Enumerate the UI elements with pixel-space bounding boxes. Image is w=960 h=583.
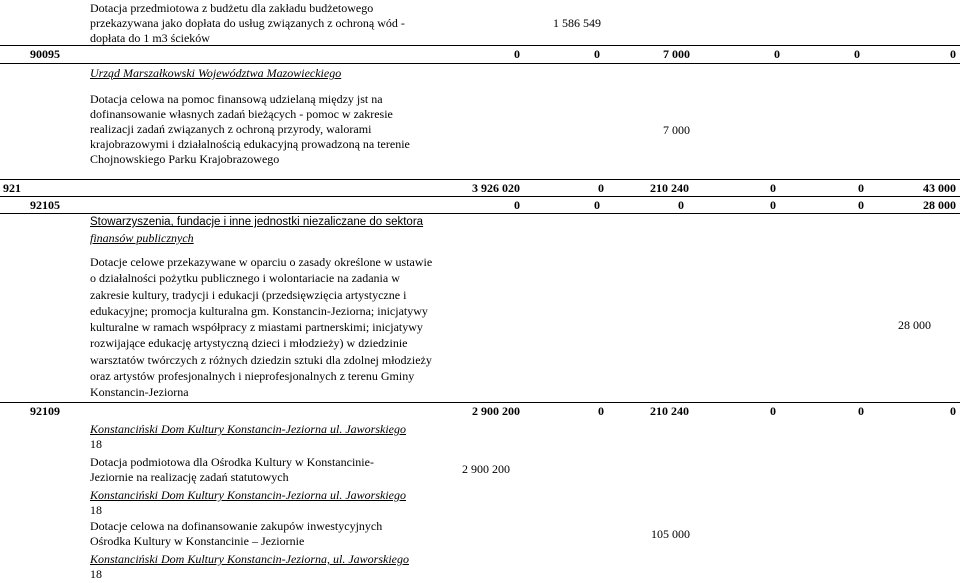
row-divider (0, 63, 960, 64)
row-divider (0, 213, 960, 214)
section-code: 92109 (30, 404, 60, 418)
subsidy-description: Dotacja celowa na pomoc finansową udzielaną między jst na dofinansowanie własnych zadań bieżących - pomoc w zakresie realizacji zadań związanych z ochroną przyrody, walorami krajobrazowymi i działalnością edukacyjną prowadzoną na terenie Chojnowskiego Parku Krajobrazowego (90, 92, 410, 166)
value-col-4: 0 (770, 404, 776, 418)
value-col-2: 0 (594, 198, 600, 212)
row-divider (0, 45, 960, 46)
value-col-1: 3 926 020 (472, 181, 520, 195)
value-col-4: 0 (770, 181, 776, 195)
value-col-4: 0 (770, 198, 776, 212)
value-col-6: 0 (950, 404, 956, 418)
value-col-5: 0 (858, 198, 864, 212)
entity-name-cont: 18 (90, 567, 102, 581)
subsidy-description: Dotacje celowe przekazywane w oparciu o zasady określone w ustawie o działalności pożytku publicznego i wolontariacie na zadania w zakresie kultury, tradycji i edukacji (przedsięwzięcia artystyczne i edukacyjne; promocja kulturalna gm. Konstancin-Jeziorna; inicjatywy kulturalne w ramach współpracy z miastami partnerskimi; inicjatywy rozwijające edukację artystyczną dzieci i młodzieży) w dziedzinie warsztatów twórczych z różnych dziedzin sztuki dla zdolnej młodzieży oraz artystów profesjonalnych i nieprofesjonalnych z terenu Gminy Konstancin-Jeziorna (90, 255, 433, 400)
value-col-6: 0 (950, 47, 956, 61)
value-col-5: 0 (858, 404, 864, 418)
value-col-6: 43 000 (923, 181, 956, 195)
value-col-6: 28 000 (923, 198, 956, 212)
row-divider (0, 402, 960, 403)
subsidy-amount: 2 900 200 (462, 462, 510, 476)
entity-name: Konstanciński Dom Kultury Konstancin-Jeziorna ul. Jaworskiego (90, 488, 406, 502)
value-col-3: 0 (678, 198, 684, 212)
value-col-2: 0 (594, 47, 600, 61)
entity-name: Konstanciński Dom Kultury Konstancin-Jeziorna, ul. Jaworskiego (90, 552, 409, 566)
subsidy-description: Dotacje celowa na dofinansowanie zakupów inwestycyjnych Ośrodka Kultury w Konstancinie – Jeziornie (90, 519, 383, 548)
value-col-1: 2 900 200 (472, 404, 520, 418)
entity-name: Urząd Marszałkowski Województwa Mazowieckiego (90, 66, 342, 80)
chapter-code: 921 (3, 181, 21, 195)
entity-name-cont: finansów publicznych (90, 231, 194, 245)
entity-name-cont: 18 (90, 437, 102, 451)
subsidy-amount: 105 000 (651, 527, 690, 541)
value-col-3: 7 000 (663, 47, 690, 61)
value-col-2: 0 (598, 181, 604, 195)
value-col-5: 0 (858, 181, 864, 195)
section-code: 92105 (30, 198, 60, 212)
subsidy-amount: 28 000 (898, 318, 931, 332)
subsidy-amount: 1 586 549 (553, 16, 601, 30)
value-col-2: 0 (598, 404, 604, 418)
value-col-3: 210 240 (650, 404, 689, 418)
value-col-4: 0 (774, 47, 780, 61)
value-col-1: 0 (514, 47, 520, 61)
value-col-5: 0 (854, 47, 860, 61)
entity-name: Konstanciński Dom Kultury Konstancin-Jeziorna ul. Jaworskiego (90, 422, 406, 436)
entity-name: Stowarzyszenia, fundacje i inne jednostki niezaliczane do sektora (90, 216, 424, 228)
subsidy-amount: 7 000 (663, 123, 690, 137)
value-col-1: 0 (514, 198, 520, 212)
section-code: 90095 (30, 47, 60, 61)
subsidy-description: Dotacja podmiotowa dla Ośrodka Kultury w Konstancinie-Jeziornie na realizację zadań statutowych (90, 455, 374, 484)
subsidy-description: Dotacja przedmiotowa z budżetu dla zakładu budżetowego przekazywana jako dopłata do usług związanych z ochroną wód - dopłata do 1 m3 ścieków (90, 1, 405, 45)
row-divider (0, 179, 960, 180)
row-divider (0, 196, 960, 197)
value-col-3: 210 240 (650, 181, 689, 195)
entity-name-cont: 18 (90, 503, 102, 517)
